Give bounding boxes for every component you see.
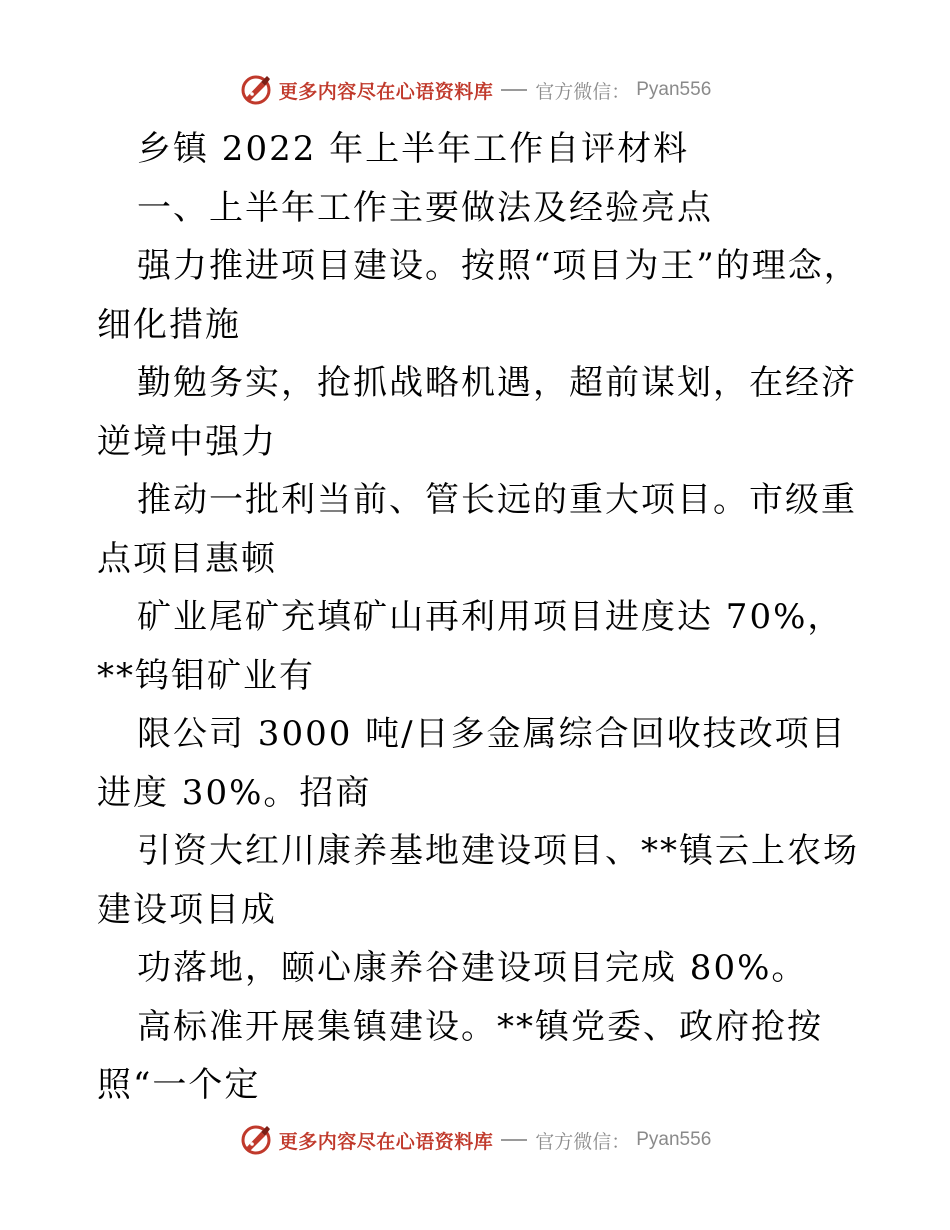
paragraph-line: 矿业尾矿充填矿山再利用项目进度达 70%，**钨钼矿业有 [97,597,844,696]
wechat-id: Pyan556 [636,1129,712,1150]
wechat-id: Pyan556 [636,79,712,100]
banner-divider [501,89,527,91]
paragraph-line: 引资大红川康养基地建设项目、**镇云上农场建设项目成 [97,831,859,930]
section-heading: 一、上半年工作主要做法及经验亮点 [137,187,713,228]
wechat-label: 官方微信： [535,1130,631,1153]
watermark-banner-bottom [0,1120,950,1160]
pen-nib-logo-icon [239,1123,273,1157]
paragraph-line: 高标准开展集镇建设。**镇党委、政府抢按照“一个定 [97,1006,823,1105]
paragraph-line: 限公司 3000 吨/日多金属综合回收技改项目进度 30%。招商 [97,714,847,813]
wechat-label: 官方微信： [535,80,631,103]
paragraph-line: 推动一批利当前、管长远的重大项目。市级重点项目惠顿 [97,480,857,579]
paragraph-line: 勤勉务实，抢抓战略机遇，超前谋划，在经济逆境中强力 [97,363,857,462]
library-text: 更多内容尽在心语资料库 [278,80,494,103]
library-text: 更多内容尽在心语资料库 [278,1130,494,1153]
watermark-banner-top [0,70,950,110]
document-title: 乡镇 2022 年上半年工作自评材料 [137,129,690,169]
pen-nib-logo-icon [239,73,273,107]
banner-divider [501,1139,527,1141]
paragraph-line: 强力推进项目建设。按照“项目为王”的理念，细化措施 [97,246,860,345]
paragraph-line: 功落地，颐心康养谷建设项目完成 80%。 [137,948,808,988]
document-body [97,120,867,1115]
